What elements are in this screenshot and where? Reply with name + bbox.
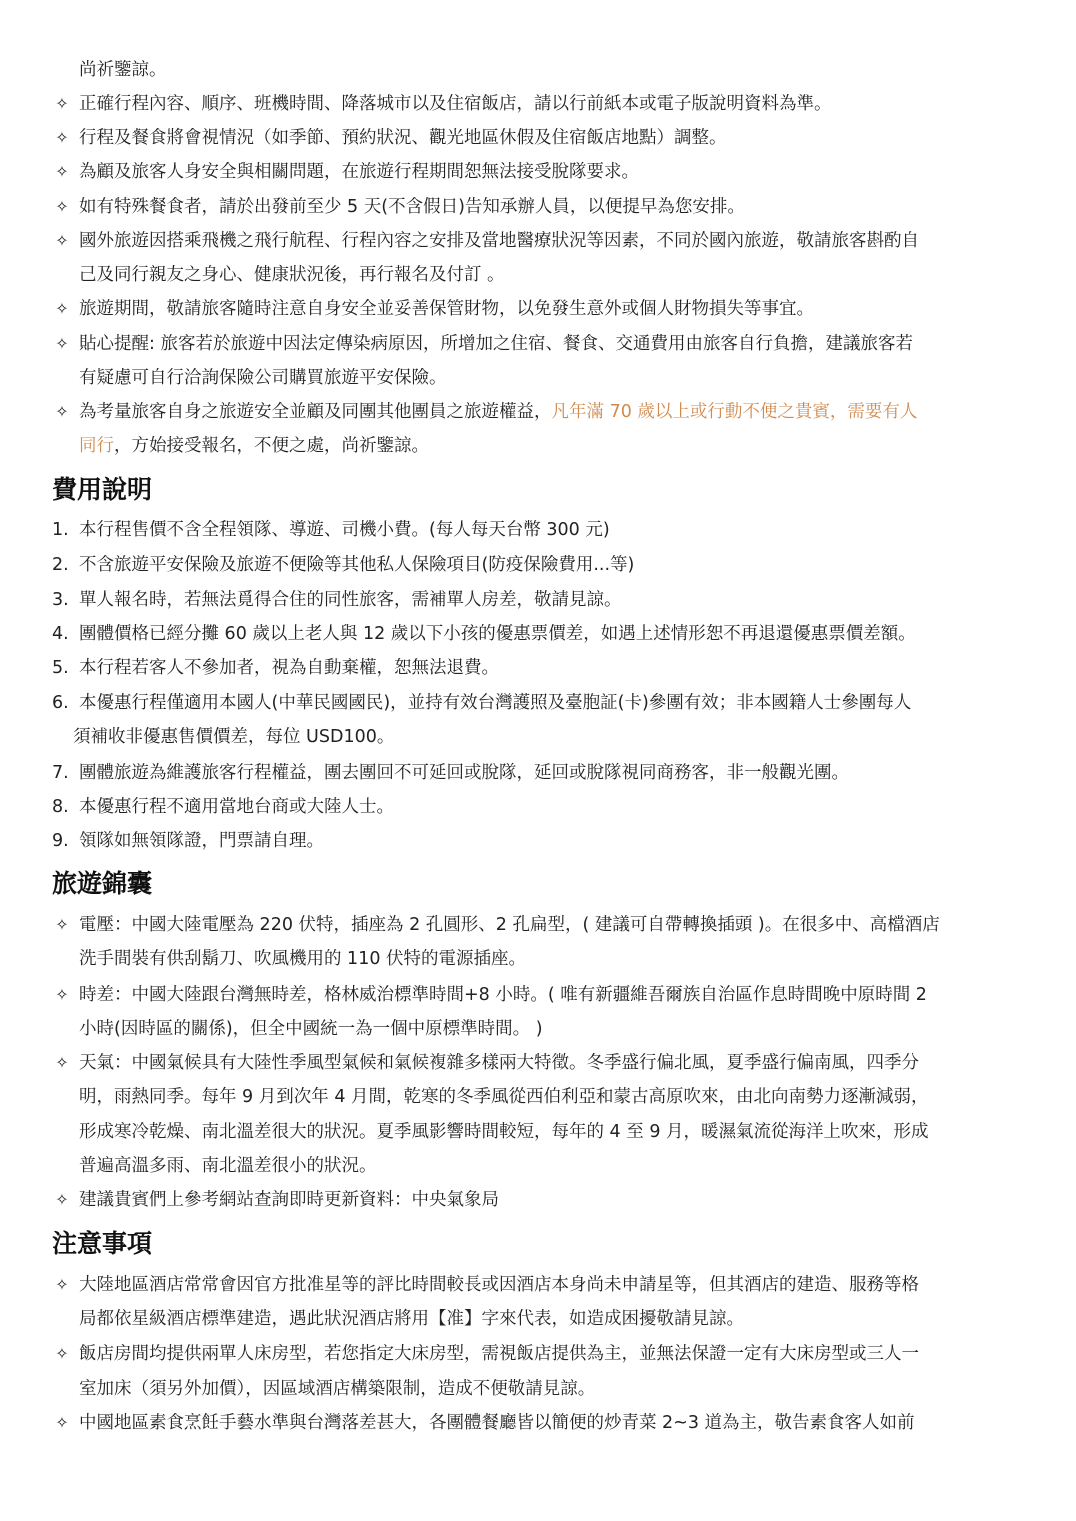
note-line: 貼心提醒: 旅客若於旅遊中因法定傳染病原因，所增加之住宿、餐食、交通費用由旅客自行負擔，建議旅客若 [79,334,913,354]
bullet-icon: ✧ [55,334,69,353]
item-number: 7. [52,763,69,783]
fee-item-line: 領隊如無領隊證，門票請自理。 [79,831,324,851]
fee-item-line: 本行程若客人不參加者，視為自動棄權，恕無法退費。 [79,658,499,678]
elderly-note-highlight: 同行 [79,436,114,456]
fee-item-line: 團體旅遊為維護旅客行程權益，團去團回不可延回或脫隊，延回或脫隊視同商務客，非一般觀光團。 [79,763,849,783]
item-number: 1. [52,520,69,540]
elderly-note-text: 為考量旅客自身之旅遊安全並顧及同團其他團員之旅遊權益， [79,402,552,422]
fee-item-line: 團體價格已經分攤 60 歲以上老人與 12 歲以下小孩的優惠票價差，如遇上述情形恕不再退還優惠票價差額。 [79,624,916,644]
elderly-note-line [79,400,917,424]
fee-item-line: 單人報名時，若無法覓得合住的同性旅客，需補單人房差，敬請見諒。 [79,590,622,610]
bullet-icon: ✧ [55,1053,69,1072]
bullet-icon: ✧ [55,197,69,216]
precaution-line: 中國地區素食烹飪手藝水準與台灣落差甚大，各團體餐廳皆以簡便的炒青菜 2~3 道為主，敬告素食客人如前 [79,1413,915,1433]
tip-line: 明，雨熱同季。每年 9 月到次年 4 月間，乾寒的冬季風從西伯利亞和蒙古高原吹來，由北向南勢力逐漸減弱， [79,1087,929,1107]
precaution-line: 飯店房間均提供兩單人床房型，若您指定大床房型，需視飯店提供為主，並無法保證一定有大床房型或三人一 [79,1344,919,1364]
elderly-note-text: ，方始接受報名，不便之處，尚祈鑒諒。 [114,436,429,456]
bullet-icon: ✧ [55,402,69,421]
bullet-icon: ✧ [55,1344,69,1363]
fees-heading: 費用說明 [52,475,153,504]
note-line: 有疑慮可自行洽詢保險公司購買旅遊平安保險。 [79,368,447,388]
elderly-note-line [79,434,429,458]
note-line: 行程及餐食將會視情況（如季節、預約狀況、觀光地區休假及住宿飯店地點）調整。 [79,128,727,148]
fee-item-line: 本優惠行程僅適用本國人(中華民國國民)，並持有效台灣護照及臺胞証(卡)參團有效；非本國籍人士參團每人 [79,693,912,713]
bullet-icon: ✧ [55,128,69,147]
fee-item-line: 須補收非優惠售價價差，每位 USD100。 [73,727,395,747]
note-line: 己及同行親友之身心、健康狀況後，再行報名及付訂 。 [79,265,505,285]
tip-line: 電壓：中國大陸電壓為 220 伏特，插座為 2 孔圓形、2 孔扁型，( 建議可自帶轉換插頭 )。在很多中、高檔酒店 [79,915,940,935]
note-line: 為顧及旅客人身安全與相關問題，在旅遊行程期間恕無法接受脫隊要求。 [79,162,639,182]
note-line: 旅遊期間，敬請旅客隨時注意自身安全並妥善保管財物，以免發生意外或個人財物損失等事宜。 [79,299,814,319]
elderly-note-highlight: 凡年滿 70 歲以上或行動不便之貴賓，需要有人 [551,402,918,422]
bullet-icon: ✧ [55,94,69,113]
tip-line: 建議貴賓們上參考網站查詢即時更新資料：中央氣象局 [79,1190,499,1210]
item-number: 9. [52,831,69,851]
bullet-icon: ✧ [55,1275,69,1294]
item-number: 8. [52,797,69,817]
fee-item-line: 不含旅遊平安保險及旅遊不便險等其他私人保險項目(防疫保險費用...等) [79,555,635,575]
note-line: 如有特殊餐食者，請於出發前至少 5 天(不含假日)告知承辦人員，以便提早為您安排。 [79,197,745,217]
bullet-icon: ✧ [55,915,69,934]
bullet-icon: ✧ [55,162,69,181]
precaution-line: 局都依星級酒店標準建造，遇此狀況酒店將用【准】字來代表，如造成困擾敬請見諒。 [79,1309,744,1329]
bullet-icon: ✧ [55,1413,69,1432]
item-number: 3. [52,590,69,610]
continuation-text: 尚祈鑒諒。 [79,60,167,80]
precautions-heading: 注意事項 [52,1229,153,1258]
tip-line: 洗手間裝有供刮鬍刀、吹風機用的 110 伏特的電源插座。 [79,949,527,969]
item-number: 4. [52,624,69,644]
bullet-icon: ✧ [55,985,69,1004]
item-number: 5. [52,658,69,678]
precaution-line: 室加床（須另外加價），因區域酒店構築限制，造成不便敬請見諒。 [79,1379,596,1399]
tip-line: 時差：中國大陸跟台灣無時差，格林威治標準時間+8 小時。( 唯有新疆維吾爾族自治區作息時間晚中原時間 2 [79,985,927,1005]
precaution-line: 大陸地區酒店常常會因官方批准星等的評比時間較長或因酒店本身尚未申請星等，但其酒店的建造、服務等格 [79,1275,919,1295]
item-number: 2. [52,555,69,575]
note-line: 國外旅遊因搭乘飛機之飛行航程、行程內容之安排及當地醫療狀況等因素，不同於國內旅遊，敬請旅客斟酌自 [79,231,919,251]
item-number: 6. [52,693,69,713]
bullet-icon: ✧ [55,299,69,318]
tip-line: 形成寒冷乾燥、南北溫差很大的狀況。夏季風影響時間較短，每年的 4 至 9 月，暖濕氣流從海洋上吹來，形成 [79,1122,929,1142]
fee-item-line: 本優惠行程不適用當地台商或大陸人士。 [79,797,394,817]
fee-item-line: 本行程售價不含全程領隊、導遊、司機小費。(每人每天台幣 300 元) [79,520,610,540]
bullet-icon: ✧ [55,1190,69,1209]
note-line: 正確行程內容、順序、班機時間、降落城市以及住宿飯店，請以行前紙本或電子版說明資料為準。 [79,94,832,114]
bullet-icon: ✧ [55,231,69,250]
tip-line: 普遍高溫多雨、南北溫差很小的狀況。 [79,1156,377,1176]
tip-line: 天氣：中國氣候具有大陸性季風型氣候和氣候複雜多樣兩大特徵。冬季盛行偏北風，夏季盛行偏南風，四季分 [79,1053,919,1073]
tip-line: 小時(因時區的關係)，但全中國統一為一個中原標準時間。 ) [79,1019,543,1039]
travel-tips-heading: 旅遊錦囊 [52,869,153,898]
